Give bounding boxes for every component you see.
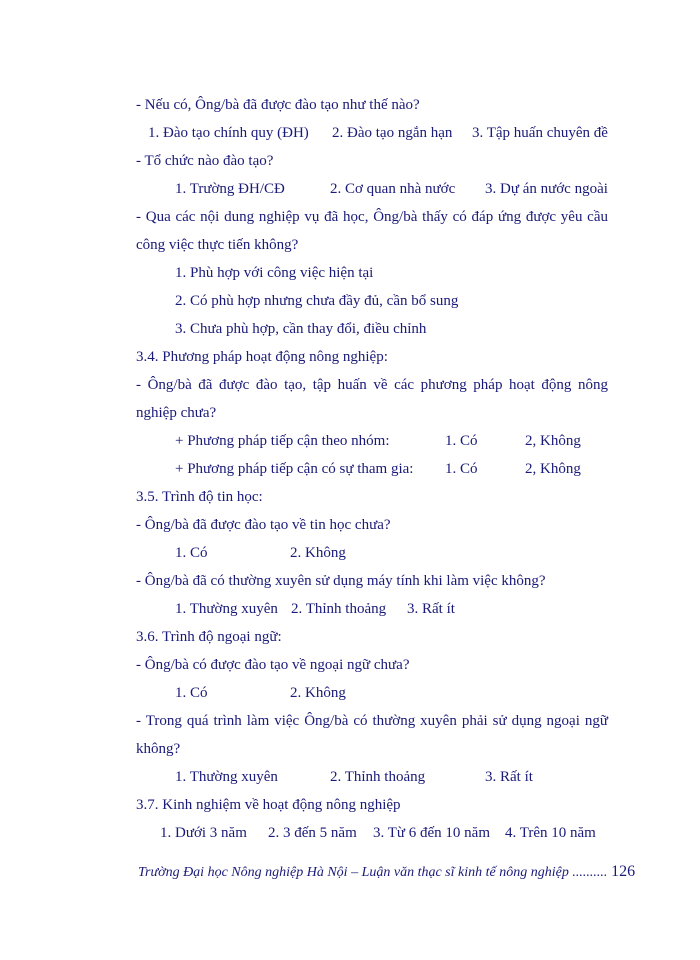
question-language-training: - Ông/bà có được đào tạo về ngoại ngữ chưa? bbox=[136, 657, 410, 673]
option-it-yes: 1. Có bbox=[175, 545, 208, 561]
option-suitable: 1. Phù hợp với công việc hiện tại bbox=[175, 265, 374, 281]
question-language-use-cont: không? bbox=[136, 741, 181, 757]
question-organizer: - Tổ chức nào đào tạo? bbox=[136, 153, 274, 169]
question-training-method: - Nếu có, Ông/bà đã được đào tạo như thế nào? bbox=[136, 97, 420, 113]
option-not-suitable: 3. Chưa phù hợp, cần thay đổi, điều chỉnh bbox=[175, 321, 427, 337]
option-language-rarely: 3. Rất ít bbox=[485, 769, 533, 785]
section-heading-3-5: 3.5. Trình độ tin học: bbox=[136, 489, 263, 505]
option-it-no: 2. Không bbox=[290, 545, 346, 561]
question-computer-use: - Ông/bà đã có thường xuyên sử dụng máy tính khi làm việc không? bbox=[136, 573, 546, 589]
option-exp-over-10: 4. Trên 10 năm bbox=[505, 825, 596, 841]
page-footer bbox=[138, 862, 635, 883]
option-state-agency: 2. Cơ quan nhà nước bbox=[330, 181, 456, 197]
method-participatory-no: 2, Không bbox=[525, 461, 581, 477]
method-group-approach: + Phương pháp tiếp cận theo nhóm: bbox=[175, 433, 390, 449]
footer-text: Trường Đại học Nông nghiệp Hà Nội – Luận văn thạc sĩ kinh tế nông nghiệp .......... bbox=[138, 865, 608, 880]
option-exp-3-to-5: 2. 3 đến 5 năm bbox=[268, 825, 357, 841]
method-group-yes: 1. Có bbox=[445, 433, 478, 449]
question-meets-requirements: - Qua các nội dung nghiệp vụ đã học, Ông/bà thấy có đáp ứng được yêu cầu bbox=[136, 209, 608, 225]
method-participatory-approach: + Phương pháp tiếp cận có sự tham gia: bbox=[175, 461, 414, 477]
option-language-sometimes: 2. Thỉnh thoảng bbox=[330, 769, 426, 785]
option-university: 1. Trường ĐH/CĐ bbox=[175, 181, 285, 197]
option-language-often: 1. Thường xuyên bbox=[175, 769, 278, 785]
question-methods-training: - Ông/bà đã được đào tạo, tập huấn về các phương pháp hoạt động nông bbox=[136, 377, 608, 393]
question-meets-requirements-cont: công việc thực tiến không? bbox=[136, 237, 299, 253]
option-foreign-project: 3. Dự án nước ngoài bbox=[485, 181, 608, 197]
method-group-no: 2, Không bbox=[525, 433, 581, 449]
section-heading-3-6: 3.6. Trình độ ngoại ngữ: bbox=[136, 629, 282, 645]
method-participatory-yes: 1. Có bbox=[445, 461, 478, 477]
option-computer-often: 1. Thường xuyên bbox=[175, 601, 278, 617]
option-language-no: 2. Không bbox=[290, 685, 346, 701]
option-short-training: 2. Đào tạo ngắn hạn bbox=[332, 125, 453, 141]
question-methods-training-cont: nghiệp chưa? bbox=[136, 405, 217, 421]
section-heading-3-7: 3.7. Kinh nghiệm về hoạt động nông nghiệp bbox=[136, 797, 401, 813]
option-computer-rarely: 3. Rất ít bbox=[407, 601, 455, 617]
section-heading-3-4: 3.4. Phương pháp hoạt động nông nghiệp: bbox=[136, 349, 388, 365]
option-workshop: 3. Tập huấn chuyên đề bbox=[472, 125, 608, 141]
question-it-training: - Ông/bà đã được đào tạo về tin học chưa? bbox=[136, 517, 391, 533]
question-language-use: - Trong quá trình làm việc Ông/bà có thường xuyên phải sử dụng ngoại ngữ bbox=[136, 713, 608, 729]
option-computer-sometimes: 2. Thỉnh thoảng bbox=[291, 601, 387, 617]
option-exp-6-to-10: 3. Từ 6 đến 10 năm bbox=[373, 825, 491, 841]
option-partly-suitable: 2. Có phù hợp nhưng chưa đầy đủ, cần bổ sung bbox=[175, 293, 459, 309]
page-number: 126 bbox=[611, 863, 636, 880]
option-exp-under-3: 1. Dưới 3 năm bbox=[160, 825, 247, 841]
option-regular-training: 1. Đào tạo chính quy (ĐH) bbox=[148, 125, 309, 141]
option-language-yes: 1. Có bbox=[175, 685, 208, 701]
